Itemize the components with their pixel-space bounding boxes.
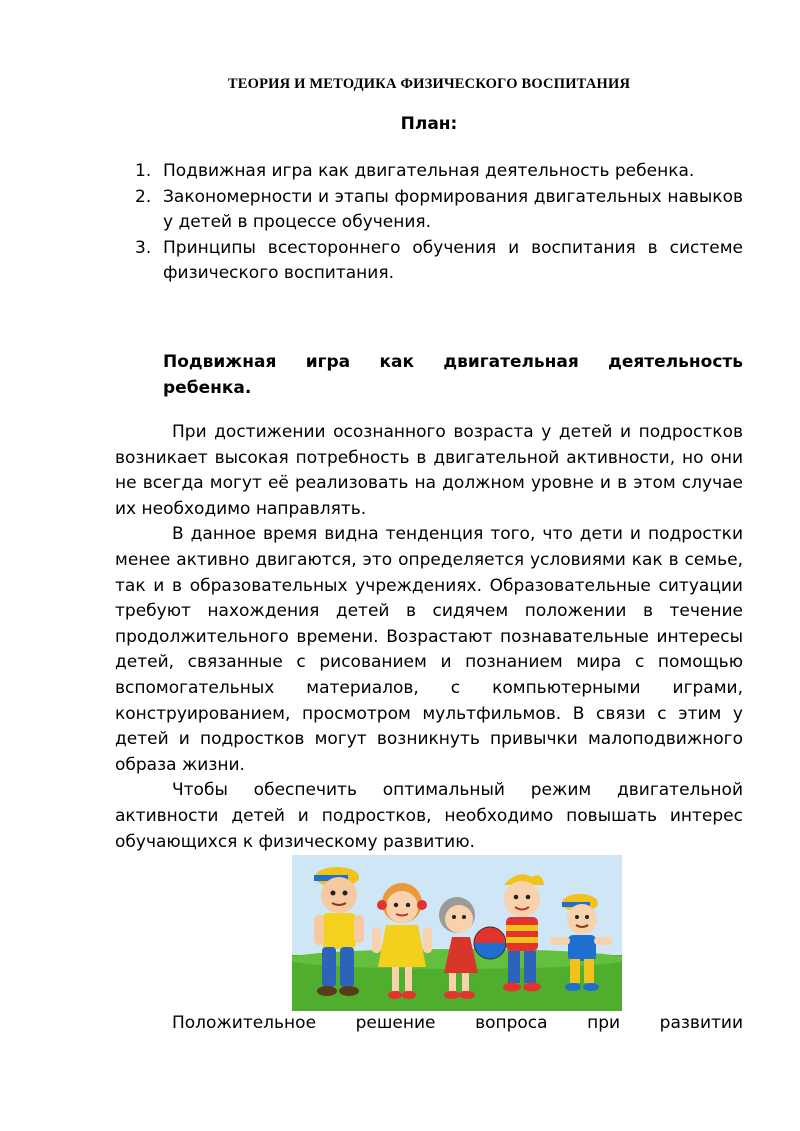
plan-item-number: 2. [135,186,152,207]
paragraph: При достижении осознанного возраста у детей и подростков возникает высокая потребность в двигательной активности, но они не всегда могут её реализовать на должном уровне и в этом случае их необходимо направлять. [115,422,743,519]
plan-item [135,159,743,185]
document-title: ТЕОРИЯ И МЕТОДИКА ФИЗИЧЕСКОГО ВОСПИТАНИЯ [227,76,631,92]
paragraph: В данное время видна тенденция того, что дети и подростки менее активно двигаются, это определяется условиями как в семье, так и в образовательных учреждениях. Образовательные ситуации требуют нахождения детей в сидячем положении в течение продолжительного времени. Возрастают познавательные интересы детей, связанные с рисованием и познанием мира с помощью вспомогательных материалов, с компьютерными играми, конструированием, просмотром мультфильмов. В связи с этим у детей и подростков могут возникнуть привычки малоподвижного образа жизни. [115,524,743,775]
plan-item-text: Принципы всестороннего обучения и воспитания в системе физического воспитания. [163,237,743,284]
ball [474,927,506,959]
plan-item [135,185,743,236]
plan-item-number: 3. [135,237,152,258]
section-heading-line: ребенка. [163,377,252,398]
plan-item [135,236,743,287]
plan-item-text: Подвижная игра как двигательная деятельность ребенка. [163,161,695,181]
plan-list [135,159,743,287]
section-heading-line: Подвижная игра как двигательная деятельность [163,352,743,372]
plan-item-text: Закономерности и этапы формирования двигательных навыков у детей в процессе обучения. [163,186,743,233]
continuing-paragraph-line: Положительное решение вопроса при развитии [172,1013,743,1033]
section-heading [163,350,743,401]
plan-item-number: 1. [135,161,152,181]
body-paragraphs [115,420,743,855]
children-playing-illustration [292,855,622,1011]
paragraph: Чтобы обеспечить оптимальный режим двигательной активности детей и подростков, необходимо повышать интерес обучающихся к физическому развитию. [115,780,743,852]
plan-heading: План: [400,114,458,134]
